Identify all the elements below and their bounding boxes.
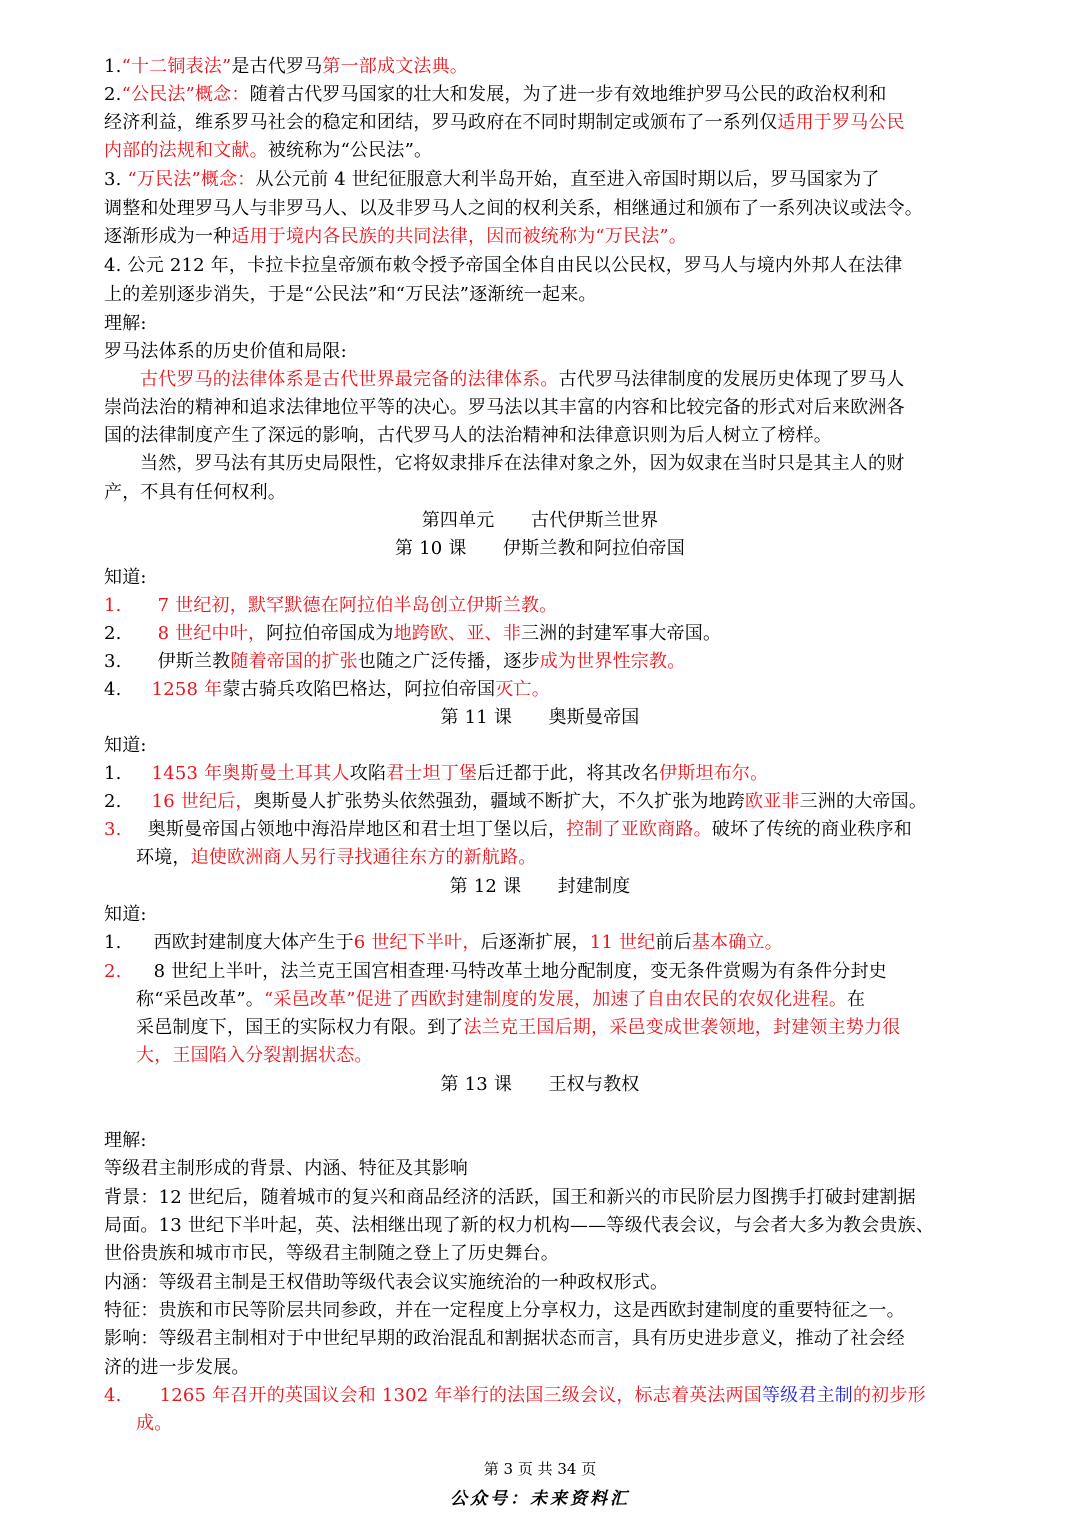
roman-law-para-line-2: 崇尚法治的精神和追求法律地位平等的决心。罗马法以其丰富的内容和比较完备的形式对后来欧洲各 <box>104 397 905 418</box>
ius-gentium-line-3: 逐渐形成为一种适用于境内各民族的共同法律，因而被统称为“万民法”。 <box>104 226 688 247</box>
know-label-11: 知道: <box>104 735 147 756</box>
lesson-12-item-2-line-4: 大，王国陷入分裂割据状态。 <box>136 1045 373 1066</box>
page-number: 第 3 页 共 34 页 <box>483 1460 597 1478</box>
lesson-12-item-1: 1. 西欧封建制度大体产生于6 世纪下半叶，后逐渐扩展，11 世纪前后基本确立。 <box>104 932 783 953</box>
lesson-10-item-4: 4. 1258 年蒙古骑兵攻陷巴格达，阿拉伯帝国灭亡。 <box>104 679 550 700</box>
civil-law-line-3: 内部的法规和文献。被统称为“公民法”。 <box>104 140 433 161</box>
caracalla-line-1: 4. 公元 212 年，卡拉卡拉皇帝颁布敕令授予帝国全体自由民以公民权，罗马人与境内外邦人在法律 <box>104 255 903 276</box>
influence-line-1: 影响：等级君主制相对于中世纪早期的政治混乱和割据状态而言，具有历史进步意义，推动了社会经 <box>104 1328 905 1349</box>
background-line-3: 世俗贵族和城市市民，等级君主制随之登上了历史舞台。 <box>104 1243 559 1264</box>
lesson-11-item-2: 2. 16 世纪后，奥斯曼人扩张势头依然强劲，疆域不断扩大，不久扩张为地跨欧亚非三洲的大帝国。 <box>104 791 928 812</box>
lesson-12-item-2-line-3: 采邑制度下，国王的实际权力有限。到了法兰克王国后期，采邑变成世袭领地，封建领主势力很 <box>136 1017 901 1038</box>
background-line-2: 局面。13 世纪下半叶起，英、法相继出现了新的权力机构——等级代表会议，与会者大多为教会贵族、 <box>104 1215 935 1236</box>
know-label-10: 知道: <box>104 567 147 588</box>
lesson-10-title: 第 10 课 伊斯兰教和阿拉伯帝国 <box>395 538 685 559</box>
connotation-line: 内涵：等级君主制是王权借助等级代表会议实施统治的一种政权形式。 <box>104 1272 669 1293</box>
background-line-1: 背景：12 世纪后，随着城市的复兴和商品经济的活跃，国王和新兴的市民阶层力图携手打破封建割据 <box>104 1187 916 1208</box>
roman-law-para-line-1: 古代罗马的法律体系是古代世界最完备的法律体系。古代罗马法律制度的发展历史体现了罗马人 <box>140 369 905 390</box>
civil-law-line-2: 经济利益，维系罗马社会的稳定和团结，罗马政府在不同时期制定或颁布了一系列仅适用于罗马公民 <box>104 112 905 133</box>
roman-law-heading: 罗马法体系的历史价值和局限: <box>104 341 347 362</box>
lesson-11-item-3-line-1: 3. 奥斯曼帝国占领地中海沿岸地区和君士坦丁堡以后，控制了亚欧商路。破坏了传统的商业秩序和 <box>104 819 912 840</box>
unit-4-title: 第四单元 古代伊斯兰世界 <box>421 510 659 531</box>
brand-watermark: 公众号：未来资料汇 <box>450 1489 630 1509</box>
lesson-12-title: 第 12 课 封建制度 <box>449 876 631 897</box>
estates-monarchy-heading: 等级君主制形成的背景、内涵、特征及其影响 <box>104 1158 468 1179</box>
ius-gentium-line-2: 调整和处理罗马人与非罗马人、以及非罗马人之间的权利关系，相继通过和颁布了一系列决议或法令。 <box>104 198 923 219</box>
know-label-12: 知道: <box>104 904 147 925</box>
understand-label: 理解: <box>104 313 147 334</box>
lesson-12-item-2-line-2: 称“采邑改革”。“采邑改革”促进了西欧封建制度的发展，加速了自由农民的农奴化进程。在 <box>136 989 866 1010</box>
lesson-13-item-4-line-2: 成。 <box>136 1413 173 1434</box>
lesson-10-item-3: 3. 伊斯兰教随着帝国的扩张也随之广泛传播，逐步成为世界性宗教。 <box>104 651 686 672</box>
lesson-12-item-2-line-1: 2. 8 世纪上半叶，法兰克王国宫相查理·马特改革土地分配制度，变无条件赏赐为有条件分封史 <box>104 961 887 982</box>
caracalla-line-2: 上的差别逐步消失，于是“公民法”和“万民法”逐渐统一起来。 <box>104 284 597 305</box>
lesson-11-title: 第 11 课 奥斯曼帝国 <box>440 707 640 728</box>
civil-law-line-1: 2.“公民法”概念：随着古代罗马国家的壮大和发展，为了进一步有效地维护罗马公民的政治权利和 <box>104 84 887 105</box>
features-line: 特征：贵族和市民等阶层共同参政，并在一定程度上分享权力，这是西欧封建制度的重要特征之一。 <box>104 1300 905 1321</box>
lesson-10-item-2: 2. 8 世纪中叶，阿拉伯帝国成为地跨欧、亚、非三洲的封建军事大帝国。 <box>104 623 722 644</box>
lesson-10-item-1: 1. 7 世纪初，默罕默德在阿拉伯半岛创立伊斯兰教。 <box>104 595 558 616</box>
roman-law-item-1: 1.“十二铜表法”是古代罗马第一部成文法典。 <box>104 56 468 77</box>
roman-law-para-line-3: 国的法律制度产生了深远的影响，古代罗马人的法治精神和法律意识则为后人树立了榜样。 <box>104 425 832 446</box>
lesson-13-item-4-line-1: 4. 1265 年召开的英国议会和 1302 年举行的法国三级会议，标志着英法两国等级君主制的初步形 <box>104 1385 926 1406</box>
lesson-13-title: 第 13 课 王权与教权 <box>440 1074 640 1095</box>
limitation-line-2: 产，不具有任何权利。 <box>104 482 286 503</box>
lesson-11-item-3-line-2: 环境，迫使欧洲商人另行寻找通往东方的新航路。 <box>136 847 537 868</box>
lesson-11-item-1: 1. 1453 年奥斯曼土耳其人攻陷君士坦丁堡后迁都于此，将其改名伊斯坦布尔。 <box>104 763 769 784</box>
understand-label-13: 理解: <box>104 1130 147 1151</box>
influence-line-2: 济的进一步发展。 <box>104 1357 250 1378</box>
ius-gentium-line-1: 3. “万民法”概念：从公元前 4 世纪征服意大利半岛开始，直至进入帝国时期以后，罗马国家为了 <box>104 169 880 190</box>
limitation-line-1: 当然，罗马法有其历史局限性，它将奴隶排斥在法律对象之外，因为奴隶在当时只是其主人的财 <box>140 453 905 474</box>
